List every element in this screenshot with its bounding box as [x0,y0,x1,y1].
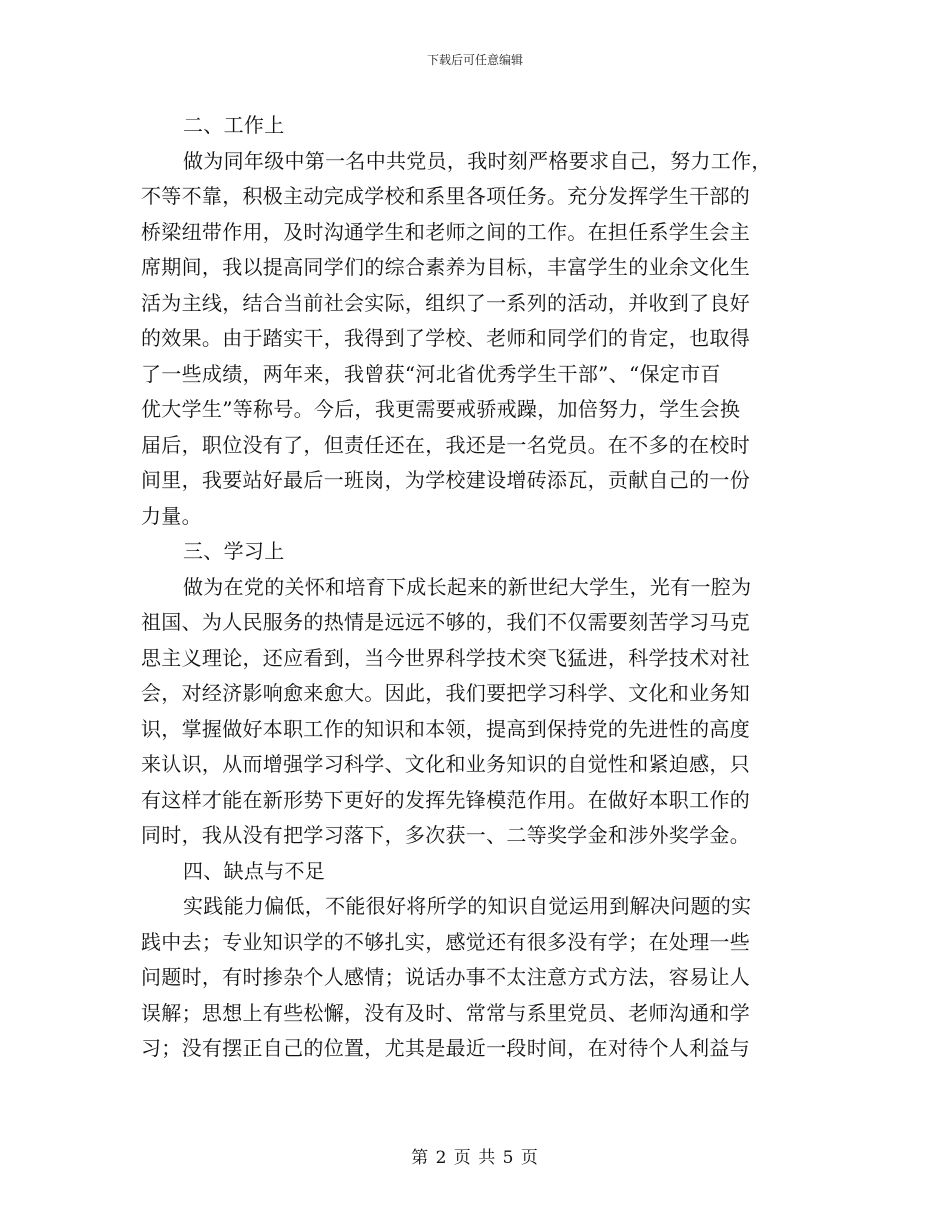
paragraph-line: 习；没有摆正自己的位置，尤其是最近一段时间，在对待个人利益与 [141,1036,750,1060]
paragraph-line: 会，对经济影响愈来愈大。因此，我们要把学习科学、文化和业务知 [141,681,750,705]
paragraph-line: 祖国、为人民服务的热情是远远不够的，我们不仅需要刻苦学习马克 [141,610,750,634]
paragraph-start-line: 做为同年级中第一名中共党员，我时刻严格要求自己，努力工作， [183,148,772,173]
paragraph-line: 间里，我要站好最后一班岗，为学校建设增砖添瓦，贡献自己的一份 [141,468,750,492]
paragraph-line: 的效果。由于踏实干，我得到了学校、老师和同学们的肯定，也取得 [141,326,750,350]
paragraph-line: 来认识，从而增强学习科学、文化和业务知识的自觉性和紧迫感，只 [141,752,750,776]
paragraph-line: 力量。 [141,503,202,528]
page-header: 下载后可任意编辑 [426,53,523,67]
paragraph-line: 践中去；专业知识学的不够扎实，感觉还有很多没有学；在处理一些 [141,929,750,954]
document-body [141,108,801,1067]
paragraph-start-line: 四、缺点与不足 [183,858,326,883]
paragraph-line: 届后，职位没有了，但责任还在，我还是一名党员。在不多的在校时 [141,432,750,457]
paragraph-line: 思主义理论，还应看到，当今世界科学技术突飞猛进，科学技术对社 [141,645,750,670]
paragraph-line: 优大学生”等称号。今后，我更需要戒骄戒躁，加倍努力，学生会换 [141,397,741,421]
paragraph-line: 了一些成绩，两年来，我曾获“河北省优秀学生干部”、“保定市百 [141,361,721,386]
paragraph-line: 席期间，我以提高同学们的综合素养为目标，丰富学生的业余文化生 [141,255,750,279]
paragraph-line: 识，掌握做好本职工作的知识和本领，提高到保持党的先进性的高度 [141,716,750,741]
paragraph-line: 桥梁纽带作用，及时沟通学生和老师之间的工作。在担任系学生会主 [141,219,750,244]
paragraph-start-line: 做为在党的关怀和培育下成长起来的新世纪大学生，光有一腔为 [183,574,752,599]
paragraph-line: 活为主线，结合当前社会实际，组织了一系列的活动，并收到了良好 [141,290,750,315]
paragraph-line: 误解；思想上有些松懈，没有及时、常常与系里党员、老师沟通和学 [141,1000,750,1025]
paragraph-line: 问题时，有时掺杂个人感情；说话办事不太注意方式方法，容易让人 [141,965,750,989]
paragraph-start-line: 实践能力偏低，不能很好将所学的知识自觉运用到解决问题的实 [183,894,752,918]
paragraph-start-line: 二、工作上 [183,113,285,137]
paragraph-start-line: 三、学习上 [183,539,285,563]
page-number: 第 2 页 共 5 页 [411,1148,539,1168]
paragraph-line: 不等不靠，积极主动完成学校和系里各项任务。充分发挥学生干部的 [141,184,750,208]
paragraph-line: 有这样才能在新形势下更好的发挥先锋模范作用。在做好本职工作的 [141,787,750,812]
paragraph-line: 同时，我从没有把学习落下，多次获一、二等奖学金和涉外奖学金。 [141,823,750,847]
